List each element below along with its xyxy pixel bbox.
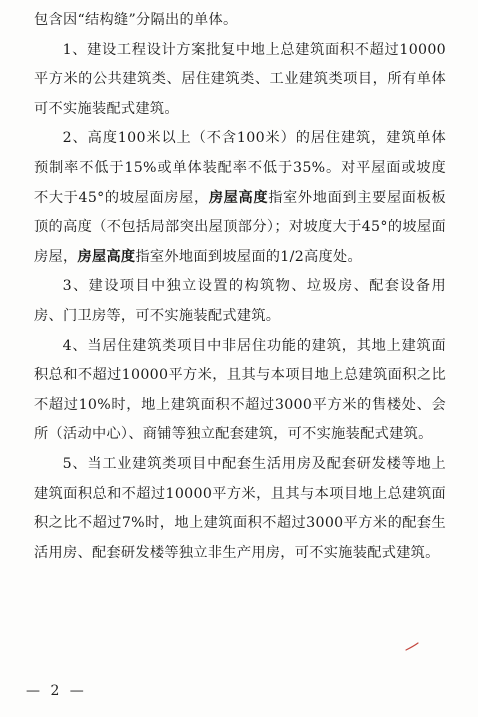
item-2-text-2: 指室外地面到主要屋面板板顶的高度（不包括局部突出屋顶部分）；对坡度大于45°的坡屋面房屋， [34, 189, 446, 265]
item-2-paragraph [34, 124, 446, 272]
lead-line: 包含因“结构缝”分隔出的单体。 [34, 12, 238, 28]
item-5-paragraph: 5、当工业建筑类项目中配套生活用房及配套研发楼等地上建筑面积总和不超过10000平方米，且其与本项目地上总建筑面积之比不超过7%时，地上建筑面积不超过3000平方米的配套生活用房、配套研发楼等独立非生产用房，可不实施装配式建筑。 [34, 455, 446, 561]
document-body [34, 6, 446, 568]
page-number: — 2 — [26, 683, 87, 699]
pen-mark-icon [405, 642, 419, 652]
item-3-paragraph: 3、建设项目中独立设置的构筑物、垃圾房、配套设备用房、门卫房等，可不实施装配式建筑。 [34, 278, 446, 324]
item-2-bold-term-1: 房屋高度 [208, 189, 269, 206]
item-1-paragraph: 1、建设工程设计方案批复中地上总建筑面积不超过10000平方米的公共建筑类、居住建筑类、工业建筑类项目，所有单体可不实施装配式建筑。 [34, 41, 446, 117]
item-2-bold-term-2: 房屋高度 [77, 248, 136, 265]
item-2-text-1: 2、高度100米以上（不含100米）的居住建筑，建筑单体预制率不低于15%或单体装配率不低于35%。对平屋面或坡度不大于45°的坡屋面房屋， [34, 130, 446, 206]
item-4-paragraph: 4、当居住建筑类项目中非居住功能的建筑，其地上建筑面积总和不超过10000平方米，且其与本项目地上总建筑面积之比不超过10%时，地上建筑面积不超过3000平方米的售楼处、会所（活动中心）、商铺等独立配套建筑，可不实施装配式建筑。 [34, 337, 446, 443]
item-2-text-3: 指室外地面到坡屋面的1/2高度处。 [135, 248, 362, 265]
